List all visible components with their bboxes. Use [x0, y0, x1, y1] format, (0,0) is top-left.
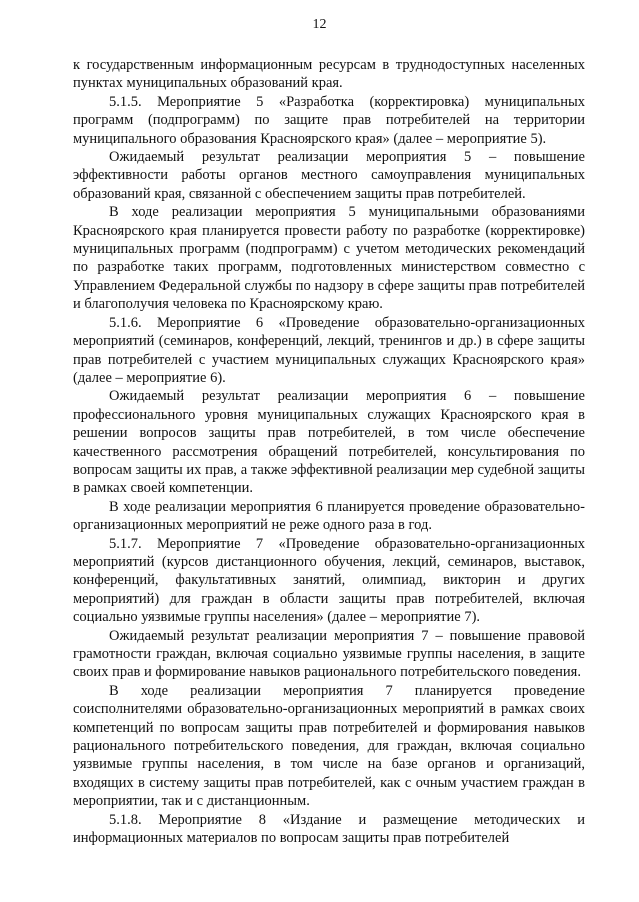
- paragraph-5-1-5-title: 5.1.5. Мероприятие 5 «Разработка (корректировка) муниципальных программ (подпрограмм) по защите прав потребителей на территории муниципального образования Красноярского края» (далее – мероприятие 5).: [73, 93, 585, 147]
- document-body: [73, 56, 585, 847]
- paragraph-5-1-6-title: 5.1.6. Мероприятие 6 «Проведение образовательно-организационных мероприятий (семинаров, конференций, лекций, тренингов и др.) в сфере защиты прав потребителей с участием муниципальных служащих Красноярского края» (далее – мероприятие 6).: [73, 314, 585, 386]
- paragraph-5-1-7-plan: В ходе реализации мероприятия 7 планируется проведение соисполнителями образовательно-организационных мероприятий в рамках своих компетенций по вопросам защиты прав потребителей и формирования навыков рационального потребительского поведения, для граждан, включая социально уязвимые группы населения, в том числе на базе органов и организаций, входящих в систему защиты прав потребителей, как с очным участием граждан в мероприятии, так и с дистанционным.: [73, 682, 585, 810]
- paragraph-5-1-5-result: Ожидаемый результат реализации мероприятия 5 – повышение эффективности работы органов местного самоуправления муниципальных образований края, связанной с обеспечением защиты прав потребителей.: [73, 149, 585, 202]
- page-number: 12: [312, 17, 327, 32]
- paragraph-5-1-5-plan: В ходе реализации мероприятия 5 муниципальными образованиями Красноярского края планируется провести работу по разработке (корректировке) муниципальных программ (подпрограмм) с учетом методических рекомендаций по разработке таких программ, подготовленных министерством совместно с Управлением Федеральной службы по надзору в сфере защиты прав потребителей и благополучия человека по Красноярскому краю.: [73, 204, 585, 313]
- paragraph-5-1-7-title: 5.1.7. Мероприятие 7 «Проведение образовательно-организационных мероприятий (курсов дистанционного обучения, лекций, семинаров, выставок, конференций, факультативных занятий, олимпиад, викторин и других мероприятий) для граждан в области защиты прав потребителей, включая социально уязвимые группы населения» (далее – мероприятие 7).: [73, 535, 585, 626]
- paragraph-5-1-6-plan: В ходе реализации мероприятия 6 планируется проведение образовательно-организационных мероприятий не реже одного раза в год.: [73, 498, 585, 534]
- paragraph-5-1-8-title: 5.1.8. Мероприятие 8 «Издание и размещение методических и информационных материалов по вопросам защиты прав потребителей: [73, 811, 585, 847]
- paragraph-5-1-7-result: Ожидаемый результат реализации мероприятия 7 – повышение правовой грамотности граждан, включая социально уязвимые группы населения, в защите своих прав и формирование навыков рационального потребительского поведения.: [73, 627, 585, 681]
- paragraph-5-1-6-result: Ожидаемый результат реализации мероприятия 6 – повышение профессионального уровня муниципальных служащих Красноярского края в решении вопросов защиты прав потребителей, в том числе обеспечение качественного рассмотрения обращений потребителей, консультирования по вопросам защиты их прав, а также эффективной реализации мер судебной защиты в рамках своей компетенции.: [73, 388, 585, 497]
- paragraph-continuation: к государственным информационным ресурсам в труднодоступных населенных пунктах муниципальных образований края.: [73, 57, 585, 92]
